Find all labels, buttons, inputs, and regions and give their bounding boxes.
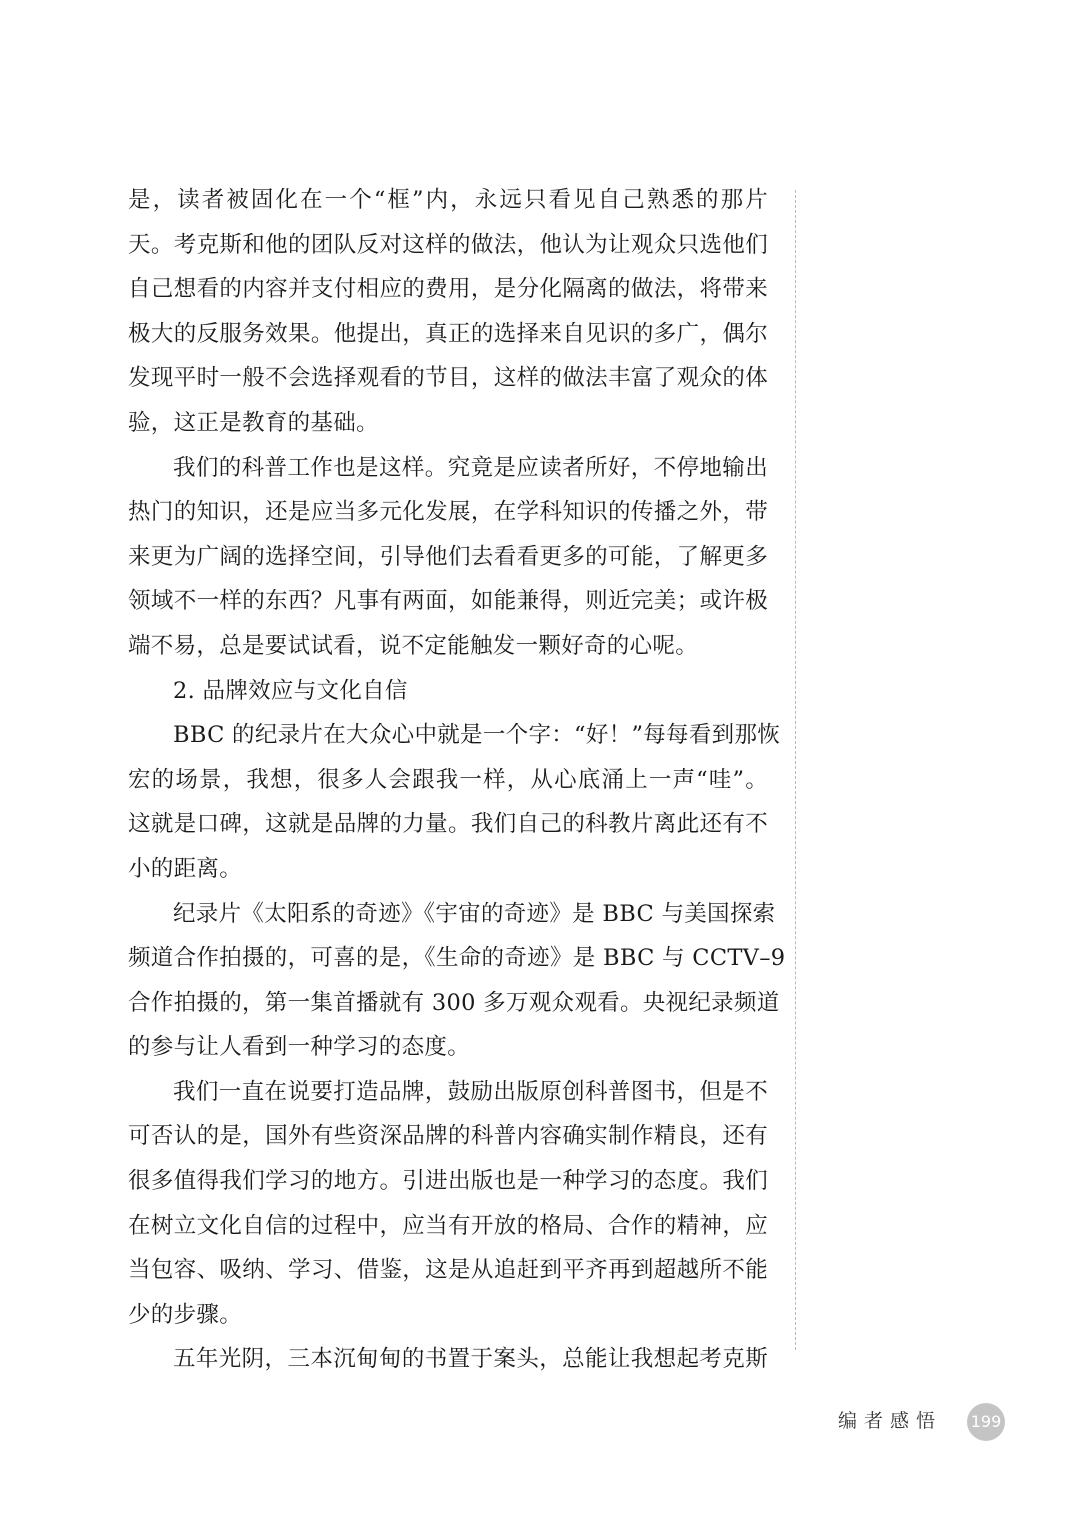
body-text — [128, 178, 786, 1382]
text-line-19: 合作拍摄的，第一集首播就有 300 多万观众观看。央视纪录频道 — [128, 989, 780, 1016]
text-line-4: 极大的反服务效果。他提出，真正的选择来自见识的多广，偶尔 — [128, 320, 768, 347]
text-line-23: 很多值得我们学习的地方。引进出版也是一种学习的态度。我们 — [128, 1168, 768, 1195]
text-line-17: 纪录片《太阳系的奇迹》《宇宙的奇迹》是 BBC 与美国探索 — [173, 900, 776, 927]
text-line-7: 我们的科普工作也是这样。究竟是应读者所好，不停地输出 — [173, 454, 768, 481]
text-line-8: 热门的知识，还是应当多元化发展，在学科知识的传播之外，带 — [128, 499, 768, 526]
text-line-20: 的参与让人看到一种学习的态度。 — [128, 1034, 471, 1061]
page-number-badge: 199 — [967, 1403, 1005, 1441]
text-line-11: 端不易，总是要试试看，说不定能触发一颗好奇的心呢。 — [128, 632, 699, 659]
text-line-27: 五年光阴，三本沉甸甸的书置于案头，总能让我想起考克斯 — [173, 1346, 768, 1373]
text-line-15: 这就是口碑，这就是品牌的力量。我们自己的科教片离此还有不 — [128, 811, 768, 838]
text-line-1: 是，读者被固化在一个“框”内，永远只看见自己熟悉的那片 — [128, 187, 768, 213]
text-line-21: 我们一直在说要打造品牌，鼓励出版原创科普图书，但是不 — [173, 1078, 768, 1105]
text-line-22: 可否认的是，国外有些资深品牌的科普内容确实制作精良，还有 — [128, 1123, 768, 1150]
text-line-14: 宏的场景，我想，很多人会跟我一样，从心底涌上一声“哇”。 — [128, 766, 768, 793]
text-line-13: BBC 的纪录片在大众心中就是一个字：“好！”每每看到那恢 — [173, 722, 781, 749]
text-line-2: 天。考克斯和他的团队反对这样的做法，他认为让观众只选他们 — [128, 231, 768, 258]
running-footer-label: 编者感悟 — [838, 1410, 943, 1432]
text-line-25: 当包容、吸纳、学习、借鉴，这是从追赶到平齐再到超越所不能 — [128, 1257, 768, 1284]
text-line-26: 少的步骤。 — [128, 1301, 243, 1328]
text-line-16: 小的距离。 — [128, 855, 243, 882]
text-line-18: 频道合作拍摄的，可喜的是，《生命的奇迹》是 BBC 与 CCTV–9 — [128, 945, 786, 972]
text-line-3: 自己想看的内容并支付相应的费用，是分化隔离的做法，将带来 — [128, 276, 768, 303]
text-line-5: 发现平时一般不会选择观看的节目，这样的做法丰富了观众的体 — [128, 365, 768, 392]
text-line-9: 来更为广阔的选择空间，引导他们去看看更多的可能，了解更多 — [128, 543, 768, 570]
section-heading: 2. 品牌效应与文化自信 — [173, 677, 408, 704]
text-line-24: 在树立文化自信的过程中，应当有开放的格局、合作的精神，应 — [128, 1212, 768, 1239]
text-line-6: 验，这正是教育的基础。 — [128, 409, 379, 436]
text-line-10: 领域不一样的东西？凡事有两面，如能兼得，则近完美；或许极 — [128, 588, 768, 615]
margin-dashed-rule — [795, 190, 796, 1350]
